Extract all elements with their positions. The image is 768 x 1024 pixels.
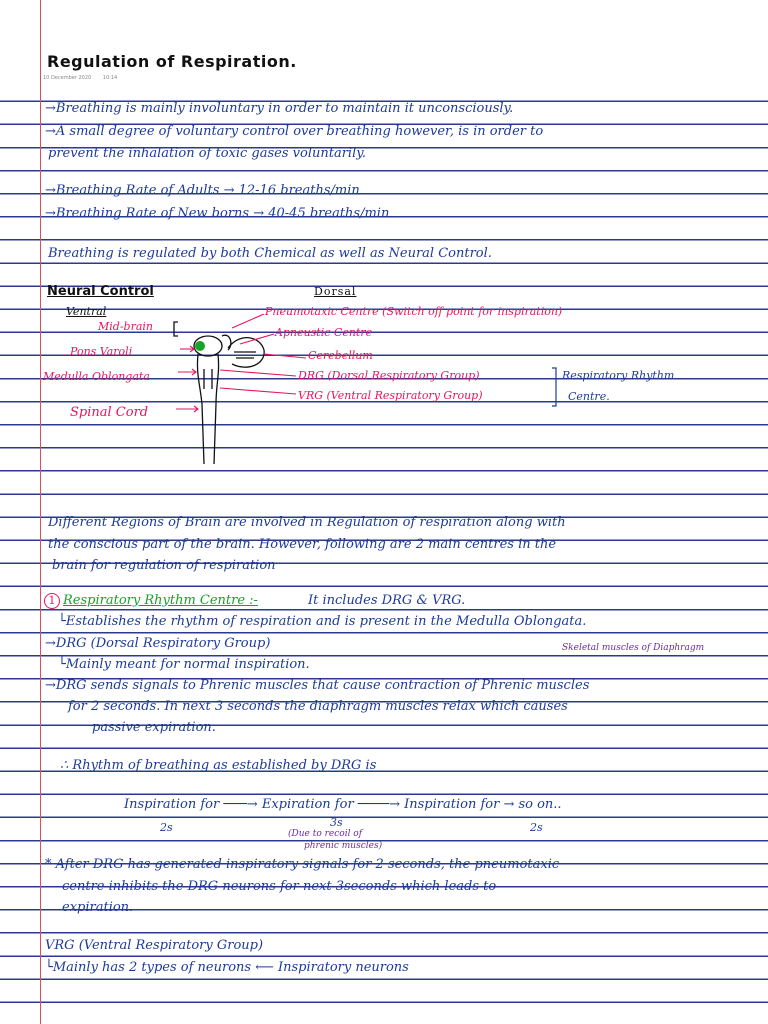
therefore-line: ∴ Rhythm of breathing as established by DRG is [60, 758, 377, 773]
ventral-label: Ventral [66, 305, 107, 318]
neural-heading: Neural Control [47, 284, 154, 299]
after-line: * After DRG has generated inspiratory signals for 2 seconds, the pneumotaxic [45, 857, 560, 872]
rhythm-label-1: Respiratory Rhythm [562, 369, 675, 382]
rhythm-label-2: Centre. [568, 390, 610, 403]
section1-heading-text: Respiratory Rhythm Centre :- [63, 593, 258, 608]
section1-heading [44, 593, 258, 609]
rate-line: →Breathing Rate of New borns → 40-45 breaths/min [45, 206, 390, 221]
intro-line: prevent the inhalation of toxic gases voluntarily. [48, 146, 366, 161]
recoil-note: phrenic muscles) [304, 841, 383, 851]
intro-line: →A small degree of voluntary control over breathing however, is in order to [45, 124, 544, 139]
after-line: expiration. [62, 900, 134, 915]
timestamp [43, 75, 127, 81]
spinal-label: Spinal Cord [70, 405, 149, 420]
medulla-label: Medulla Oblongata [43, 370, 150, 383]
margin-line [40, 0, 41, 1024]
vrg-label: VRG (Ventral Respiratory Group) [298, 389, 483, 402]
regulation-line: Breathing is regulated by both Chemical as well as Neural Control. [48, 246, 492, 261]
establishes-line: └Establishes the rhythm of respiration and is present in the Medulla Oblongata. [58, 614, 587, 629]
recoil-note: (Due to recoil of [288, 829, 363, 839]
apneustic-label: Apneustic Centre [275, 326, 373, 339]
duration-2s-b: 2s [530, 821, 543, 834]
page-title: Regulation of Respiration. [47, 52, 297, 71]
drg-label: DRG (Dorsal Respiratory Group) [298, 369, 480, 382]
section-number-badge: 1 [44, 593, 60, 609]
timestamp-date: 10 December 2020 [43, 75, 92, 81]
pneumotaxic-label: Pneumotaxic Centre (Switch off point for inspiration) [265, 305, 563, 318]
vrg-line: VRG (Ventral Respiratory Group) [45, 938, 264, 953]
regions-line: brain for regulation of respiration [52, 558, 276, 573]
duration-3s: 3s [330, 816, 343, 829]
rate-line: →Breathing Rate of Adults → 12-16 breaths/min [45, 183, 360, 198]
duration-2s: 2s [160, 821, 173, 834]
after-line: centre inhibits the DRG neurons for next 3seconds which leads to [62, 879, 497, 894]
cerebellum-label: Cerebellum [308, 349, 373, 362]
skeletal-note: Skeletal muscles of Diaphragm [562, 643, 705, 653]
timestamp-time: 10:14 [102, 75, 118, 81]
regions-line: the conscious part of the brain. However, following are 2 main centres in the [48, 537, 557, 552]
includes-line: It includes DRG & VRG. [308, 593, 466, 608]
pons-label: Pons Varoli [70, 345, 133, 358]
midbrain-label: Mid-brain [98, 320, 153, 333]
dorsal-label: Dorsal [314, 285, 357, 298]
vrg-mainly-line: └Mainly has 2 types of neurons ⟵ Inspiratory neurons [45, 960, 409, 975]
regions-line: Different Regions of Brain are involved in Regulation of respiration along with [48, 515, 566, 530]
drg-line: →DRG (Dorsal Respiratory Group) [45, 636, 271, 651]
intro-line: →Breathing is mainly involuntary in order to maintain it unconsciously. [45, 101, 514, 116]
sends-line: →DRG sends signals to Phrenic muscles that cause contraction of Phrenic muscles [45, 678, 590, 693]
sends-line: for 2 seconds. In next 3 seconds the diaphragm muscles relax which causes [68, 699, 568, 714]
sends-line: passive expiration. [92, 720, 216, 735]
breathing-flow: Inspiration for ───→ Expiration for ────→ Inspiration for → so on.. [124, 797, 562, 812]
mainly-line: └Mainly meant for normal inspiration. [58, 657, 310, 672]
brain-diagram [160, 314, 560, 464]
